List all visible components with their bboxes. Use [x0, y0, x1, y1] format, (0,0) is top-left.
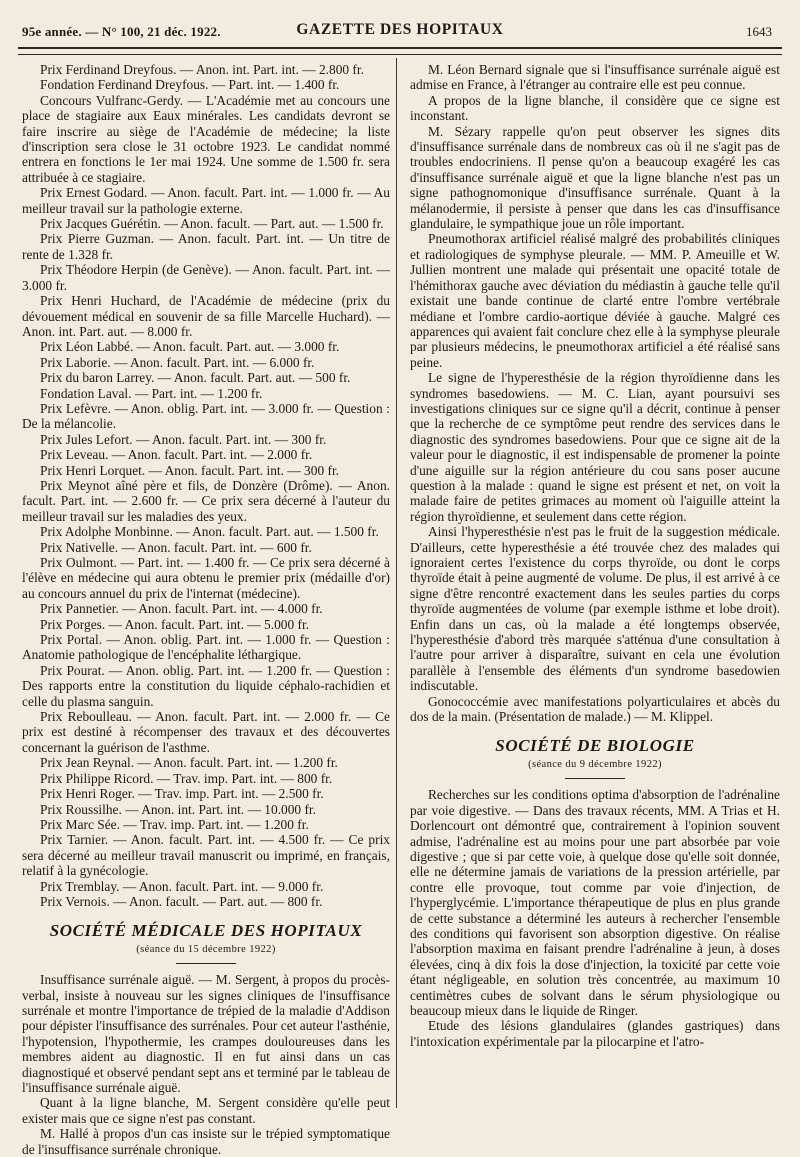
prize-entry: Prix Meynot aîné père et fils, de Donzère (Drôme). — Anon. facult. Part. int. — 2.600 fr. — Ce prix sera décerné à l'auteur du meilleur travail sur les maladies des yeux. — [22, 477, 390, 524]
prize-entry: Prix Jules Lefort. — Anon. facult. Part. int. — 300 fr. — [40, 431, 327, 447]
prize-entry: Prix Philippe Ricord. — Trav. imp. Part. int. — 800 fr. — [40, 770, 333, 786]
prize-entry: Prix Portal. — Anon. oblig. Part. int. — 1.000 fr. — Question : Anatomie pathologique de l'encéphalite léthargique. — [22, 632, 390, 663]
prize-entry: Prix Théodore Herpin (de Genève). — Anon. facult. Part. int. — 3.000 fr. — [22, 262, 390, 293]
prize-entry: Prix Adolphe Monbinne. — Anon. facult. Part. aut. — 1.500 fr. — [40, 524, 379, 540]
prize-entry: Prix Lefèvre. — Anon. oblig. Part. int. — 3.000 fr. — Question : De la mélancolie. — [22, 400, 390, 432]
paragraph: M. Sézary rappelle qu'on peut observer les signes dits d'insuffisance surrénale dans de nombreux cas où il ne s'agit pas de troubles endocriniens. Il pense qu'on a beaucoup exagéré les cas d'insuffisance surrénale aiguë et que la ligne blanche n'est pas un signe pathognomonique d'insuffisance surrénale. Quant à la mélanodermie, il persiste à penser que dans les cas d'insuffisance glandulaire, le sympathique joue un rôle important. — [410, 123, 780, 232]
biologie-paragraphs — [410, 787, 780, 1049]
paragraph: Pneumothorax artificiel réalisé malgré des probabilités cliniques et radiologiques de symphyse pleurale. — MM. P. Ameuille et W. Jullien montrent une malade qui présentait une opacité totale de l'hémithorax gauche avec déviation du médiastin à gauche telle qu'il existait une bande continue de clarté entre l'ombre vertébrale médiane et l'ombre cardio-aortique déviée à gauche. Malgré ces apparences qui avaient fait conclure chez elle à la symphyse pleurale par plusieurs médecins, le pneumothorax artificiel a été réalisé sans peine. — [410, 231, 780, 370]
section-title-medicale: SOCIÉTÉ MÉDICALE DES HOPITAUX — [49, 921, 363, 941]
paragraph: Recherches sur les conditions optima d'absorption de l'adrénaline par voie digestive. — Dans des travaux récents, MM. A Trias et H. Dorlencourt ont démontré que, contrairement à l'opinion souvent admise, l'adrénaline est au moins pour une part absorbée par voie digestive ; que si par cette voie, à quelque dose qu'elle soit donnée, elle ne détermine jamais de variations de la pression artérielle, par contre elle provoque, tout comme par voie d'injection, de l'hyperglycémie. L'importance thérapeutique de plus en plus grande de cette substance a déterminé les auteurs à rechercher l'ensemble des conditions qui favorisent son absorption digestive. On réalise l'absorption maxima en faisant prendre l'adrénaline à jeun, à doses élevées, cinq à dix fois la dose d'injection, la toxicité par cette voie étant négligeable, en solution très concentrée, au maximum 10 centimètres cubes de solvant dans le sérum physiologique ou beaucoup mieux dans le liquide de Ringer. — [410, 787, 780, 1018]
paragraph: A propos de la ligne blanche, il considère que ce signe est inconstant. — [410, 92, 780, 124]
prize-entry: Prix Ferdinand Dreyfous. — Anon. int. Part. int. — 2.800 fr. — [40, 62, 364, 77]
right-paragraphs — [410, 62, 780, 724]
prize-entry: Prix Tarnier. — Anon. facult. Part. int. — 4.500 fr. — Ce prix sera décerné au meilleur travail manuscrit ou imprimé, en français, relatif à la gynécologie. — [22, 832, 390, 879]
prize-entry: Prix Reboulleau. — Anon. facult. Part. int. — 2.000 fr. — Ce prix est destiné à récompenser des travaux et des découvertes concernant la guérison de l'asthme. — [22, 709, 390, 755]
left-column — [22, 62, 390, 1157]
prize-entry: Prix Henri Lorquet. — Anon. facult. Part. int. — 300 fr. — [40, 462, 340, 478]
prize-entry: Prix Henri Roger. — Trav. imp. Part. int. — 2.500 fr. — [40, 786, 324, 802]
prize-entry: Prix Ernest Godard. — Anon. facult. Part. int. — 1.000 fr. — Au meilleur travail sur la pathologie externe. — [22, 185, 390, 216]
paragraph: Ainsi l'hyperesthésie n'est pas le fruit de la suggestion médicale. D'ailleurs, cette hyperesthésie a été trouvée chez des malades qui ignoraient certes l'existence du corps thyroïde, ou dont le corps thyroïde était à peine augmenté de volume. De plus, il est arrivé à ce signe d'être rencontré exactement dans les seules parties du corps thyroïde augmentées de volume (par exemple isthme et lobe droit). Enfin dans un cas, où la malade a été longtemps observée, l'hyperesthésie d'abord très marquée s'atténua d'une consultation à l'autre pour arriver à disparaître, suivant en cela une évolution parallèle à l'ensemble des éléments d'un syndrome basedowien indiscutable. — [410, 524, 780, 694]
prize-entry: Prix Pourat. — Anon. oblig. Part. int. — 1.200 fr. — Question : Des rapports entre la constitution du liquide céphalo-rachidien et celle du plasma sanguin. — [22, 662, 390, 709]
paragraph: M. Léon Bernard signale que si l'insuffisance surrénale aiguë est admise en France, à l'étranger au contraire elle est peu connue. — [410, 62, 780, 93]
section-title-biologie: SOCIÉTÉ DE BIOLOGIE — [495, 736, 695, 756]
prize-entry: Concours Vulfranc-Gerdy. — L'Académie met au concours une place de stagiaire aux Eaux minérales. Les candidats devront se faire inscrire au siège de l'Académie de médecine; la liste d'inscription sera close le 31 octobre 1923. Le candidat nommé entrera en fonctions le 1er mai 1924. Une somme de 1.500 fr. sera attribuée à ce stagiaire. — [22, 92, 390, 185]
prize-entry: Prix Porges. — Anon. facult. Part. int. — 5.000 fr. — [40, 616, 310, 632]
issue-line: 95e année. — N° 100, 21 déc. 1922. — [22, 24, 221, 39]
prize-entry: Prix Pannetier. — Anon. facult. Part. int. — 4.000 fr. — [40, 601, 323, 617]
prize-entry: Prix Oulmont. — Part. int. — 1.400 fr. — Ce prix sera décerné à l'élève en médecine qui aura obtenu le premier prix (médaille d'or) au concours annuel du prix de l'internat (médecine). — [22, 555, 390, 601]
section-subtitle-medicale: (séance du 15 décembre 1922) — [136, 943, 276, 955]
header-rule-thin — [18, 54, 782, 55]
prize-entry: Prix Tremblay. — Anon. facult. Part. int. — 9.000 fr. — [40, 878, 324, 894]
paragraph: Quant à la ligne blanche, M. Sergent considère qu'elle peut exister mais que ce signe n'est pas constant. — [22, 1095, 390, 1126]
prize-entry: Prix Marc Sée. — Trav. imp. Part. int. — 1.200 fr. — [40, 816, 309, 832]
prize-entry: Prix Jacques Guérétin. — Anon. facult. — Part. aut. — 1.500 fr. — [40, 216, 384, 232]
right-column — [410, 62, 780, 1049]
prize-entry: Prix Leveau. — Anon. facult. Part. int. — 2.000 fr. — [40, 447, 313, 463]
paragraph: Gonococcémie avec manifestations polyarticulaires et abcès du dos de la main. (Présentation de malade.) — M. Klippel. — [410, 693, 780, 725]
prize-list — [22, 62, 390, 909]
prize-entry: Prix Henri Huchard, de l'Académie de médecine (prix du dévouement médical en souvenir de sa fille Marcelle Huchard). — Anon. int. Part. aut. — 8.000 fr. — [22, 293, 390, 339]
prize-entry: Prix du baron Larrey. — Anon. facult. Part. aut. — 500 fr. — [40, 370, 351, 386]
prize-entry: Prix Léon Labbé. — Anon. facult. Part. aut. — 3.000 fr. — [40, 339, 340, 355]
prize-entry: Prix Vernois. — Anon. facult. — Part. aut. — 800 fr. — [40, 893, 323, 909]
left-paragraphs — [22, 972, 390, 1157]
prize-entry: Fondation Laval. — Part. int. — 1.200 fr. — [40, 385, 263, 401]
section-subtitle-biologie: (séance du 9 décembre 1922) — [528, 758, 662, 770]
page-number: 1643 — [746, 24, 772, 39]
prize-entry: Fondation Ferdinand Dreyfous. — Part. int. — 1.400 fr. — [40, 77, 340, 93]
paragraph: M. Hallé à propos d'un cas insiste sur le trépied symptomatique de l'insuffisance surrénale chronique. — [22, 1126, 390, 1157]
paragraph: Etude des lésions glandulaires (glandes gastriques) dans l'intoxication expérimentale par la pilocarpine et l'atro- — [410, 1018, 780, 1049]
page-header — [18, 18, 782, 44]
section-rule-biologie — [565, 778, 625, 779]
section-rule — [176, 963, 236, 964]
paragraph: Insuffisance surrénale aiguë. — M. Sergent, à propos du procès-verbal, insiste à nouveau sur les signes cliniques de l'insuffisance surrénale et montre l'importance de trépied de la maladie d'Addison pour dépister l'insuffisance des surrénales. Pour cet auteur l'asthénie, l'hypotension, l'hypothermie, les crampes douloureuses dans les membres aident au diagnostic. Il en fut ainsi dans un cas diagnostiqué et observé pendant sept ans et terminé par le tableau de l'insuffisance surrénale aiguë. — [22, 972, 390, 1095]
prize-entry: Prix Pierre Guzman. — Anon. facult. Part. int. — Un titre de rente de 1.328 fr. — [22, 231, 390, 262]
journal-title: GAZETTE DES HOPITAUX — [296, 21, 504, 38]
column-divider — [396, 58, 397, 1108]
prize-entry: Prix Roussilhe. — Anon. int. Part. int. — 10.000 fr. — [40, 801, 317, 817]
prize-entry: Prix Laborie. — Anon. facult. Part. int. — 6.000 fr. — [40, 354, 315, 370]
header-rule — [18, 47, 782, 49]
paragraph: Le signe de l'hyperesthésie de la région thyroïdienne dans les syndromes basedowiens. — M. C. Lian, ayant poursuivi ses investigations cliniques sur ce signe qu'il a décrit, continue à penser que la recherche de ce symptôme peut rendre des services dans le diagnostic des syndromes basedowiens. Pour que ce signe ait de la valeur pour le diagnostic, il est indispensable de promener la pointe d'une aiguille sur la région antérieure du cou sans poser aucune question à la malade : quand le signe est présent et net, on voit la malade faire de petites grimaces au moment où l'aiguille atteint la région thyroïdienne, et seulement dans cette région. — [410, 370, 780, 524]
prize-entry: Prix Jean Reynal. — Anon. facult. Part. int. — 1.200 fr. — [40, 755, 338, 771]
prize-entry: Prix Nativelle. — Anon. facult. Part. int. — 600 fr. — [40, 539, 312, 555]
